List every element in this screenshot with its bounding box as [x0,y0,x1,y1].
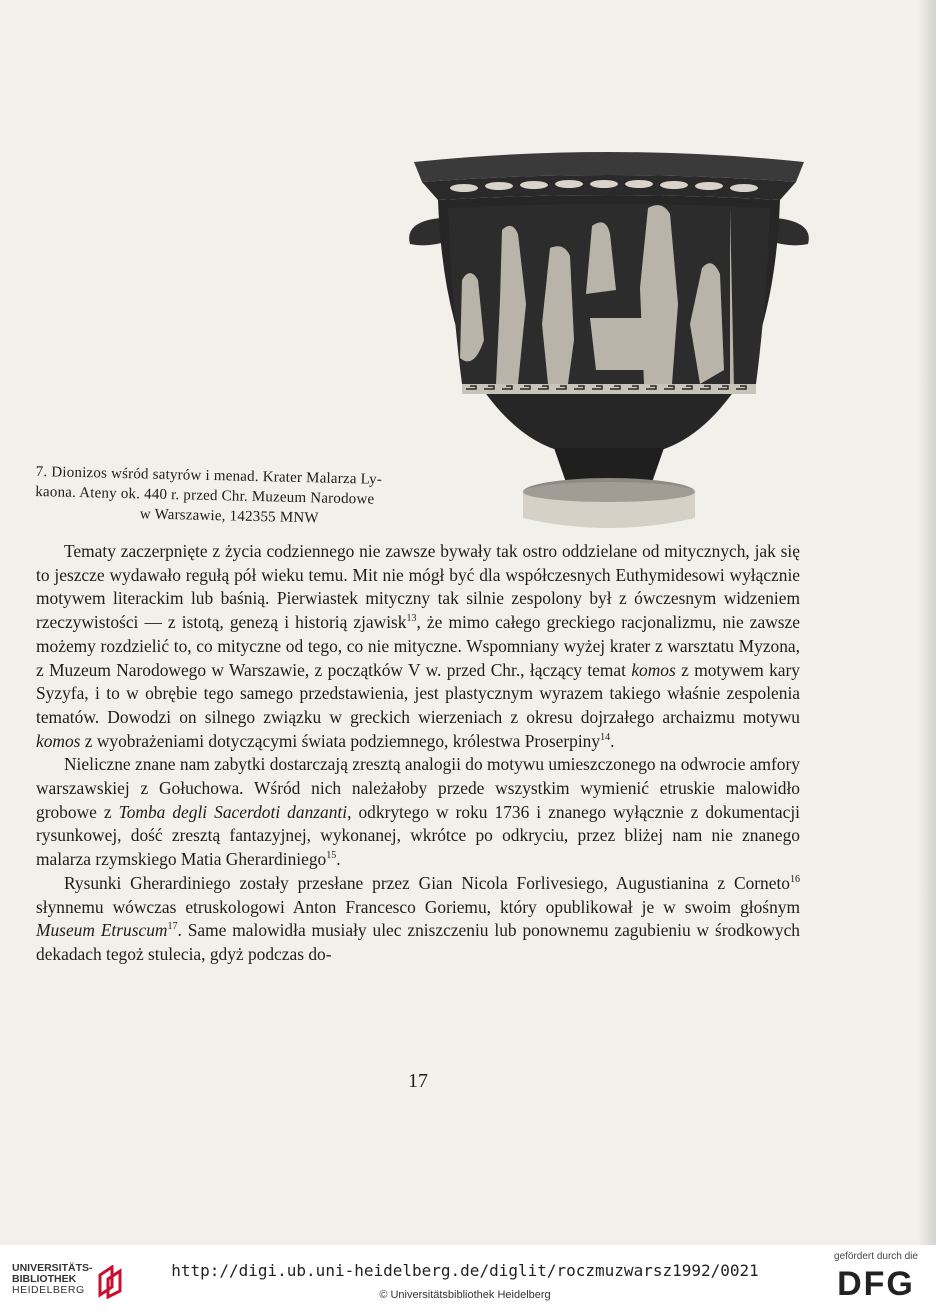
footnote-ref: 13 [406,613,417,625]
dfg-logo[interactable] [822,1251,930,1307]
dfg-wordmark: DFG [837,1265,915,1303]
dfg-label: gefördert durch die [834,1251,918,1262]
copyright-notice: © Universitätsbibliothek Heidelberg [379,1289,551,1301]
library-name-line-1: UNIVERSITÄTS- [12,1262,93,1274]
paragraph-3: Rysunki Gherardiniego zostały przesłane przez Gian Nicola Forlivesiego, Augustianina z Corneto$^{16}$ słynnemu wówczas etruskologowi Anton Francesco Goriemu, który opublikował je w swoim głośnym Museum Etruscum$^{17}$. Same malowidła musiały ulec zniszczeniu lub ponownemu zagubieniu w środkowych dekadach tegoż stulecia, gdyż podczas do- [36,872,801,964]
footnote-ref: 15 [326,850,337,862]
caption-line-3: w Warszawie, 142355 MNW [139,506,319,527]
figure-caption [35,462,446,531]
body-text [36,540,800,967]
paragraph-2: Nieliczne znane nam zabytki dostarczają zresztą analogii do motywu umieszczonego na odwrocie amfory warszawskiej z Gołuchowa. Wśród nich należałoby przede wszystkim wymienić etruskie malowidło grobowe z Tomba degli Sacerdoti danzanti, odkrytego w roku 1736 i znanego wyłącznie z dokumentacji rysunkowej, dość zresztą fantazyjnej, wykonanej, wkrótce po odkryciu, przez bliżej nam nie znanego malarza rzymskiego Matia Gherardiniego$^{15}$. [36,754,801,870]
caption-line-2: kaona. Ateny ok. 440 r. przed Chr. Muzeum Narodowe [35,483,375,508]
permalink-url[interactable]: http://digi.ub.uni-heidelberg.de/diglit/roczmuzwarsz1992/0021 [171,1261,759,1280]
ub-logo-icon [96,1265,130,1299]
footnote-ref: 16 [790,874,800,886]
library-name-line-3: HEIDELBERG [12,1284,85,1296]
footer-bar [0,1245,936,1312]
library-name-line-2: BIBLIOTHEK [12,1273,77,1285]
page-edge-shadow [918,0,936,1245]
footnote-ref: 17 [167,921,178,933]
caption-line-1: 7. Dionizos wśród satyrów i menad. Krater Malarza Ly- [35,463,383,488]
footnote-ref: 14 [600,731,611,743]
krater-vase-illustration [404,148,814,534]
paragraph-1: Tematy zaczerpnięte z życia codziennego nie zawsze bywały tak ostro oddzielane od mitycznych, jak się to jeszcze wydawało regułą pół wieku temu. Mit nie mógł być dla współczesnych Euthymidesowi wyłącznie motywem literackim lub baśnią. Pierwiastek mityczny tak silnie zespolony był z ówczesnym widzeniem rzeczywistości — z istotą, genezą i historią zjawisk$^{13}$, że mimo całego greckiego racjonalizmu, nie zawsze możemy rozdzielić to, co mityczne od tego, co nie mityczne. Wspomniany wyżej krater z warsztatu Myzona, z Muzeum Narodowego w Warszawie, z początków V w. przed Chr., łączący temat komos z motywem kary Syzyfa, i to w obrębie tego samego przedstawienia, jest plastycznym wyrazem takiego właśnie zespolenia tematów. Dowodzi on silnego związku w greckich wierzeniach z okresu dojrzałego archaizmu motywu komos z wyobrażeniami dotyczącymi świata podziemnego, królestwa Proserpiny$^{14}$. [36,541,800,751]
page-number: 17 [408,1070,428,1092]
ub-heidelberg-logo[interactable] [12,1263,132,1307]
